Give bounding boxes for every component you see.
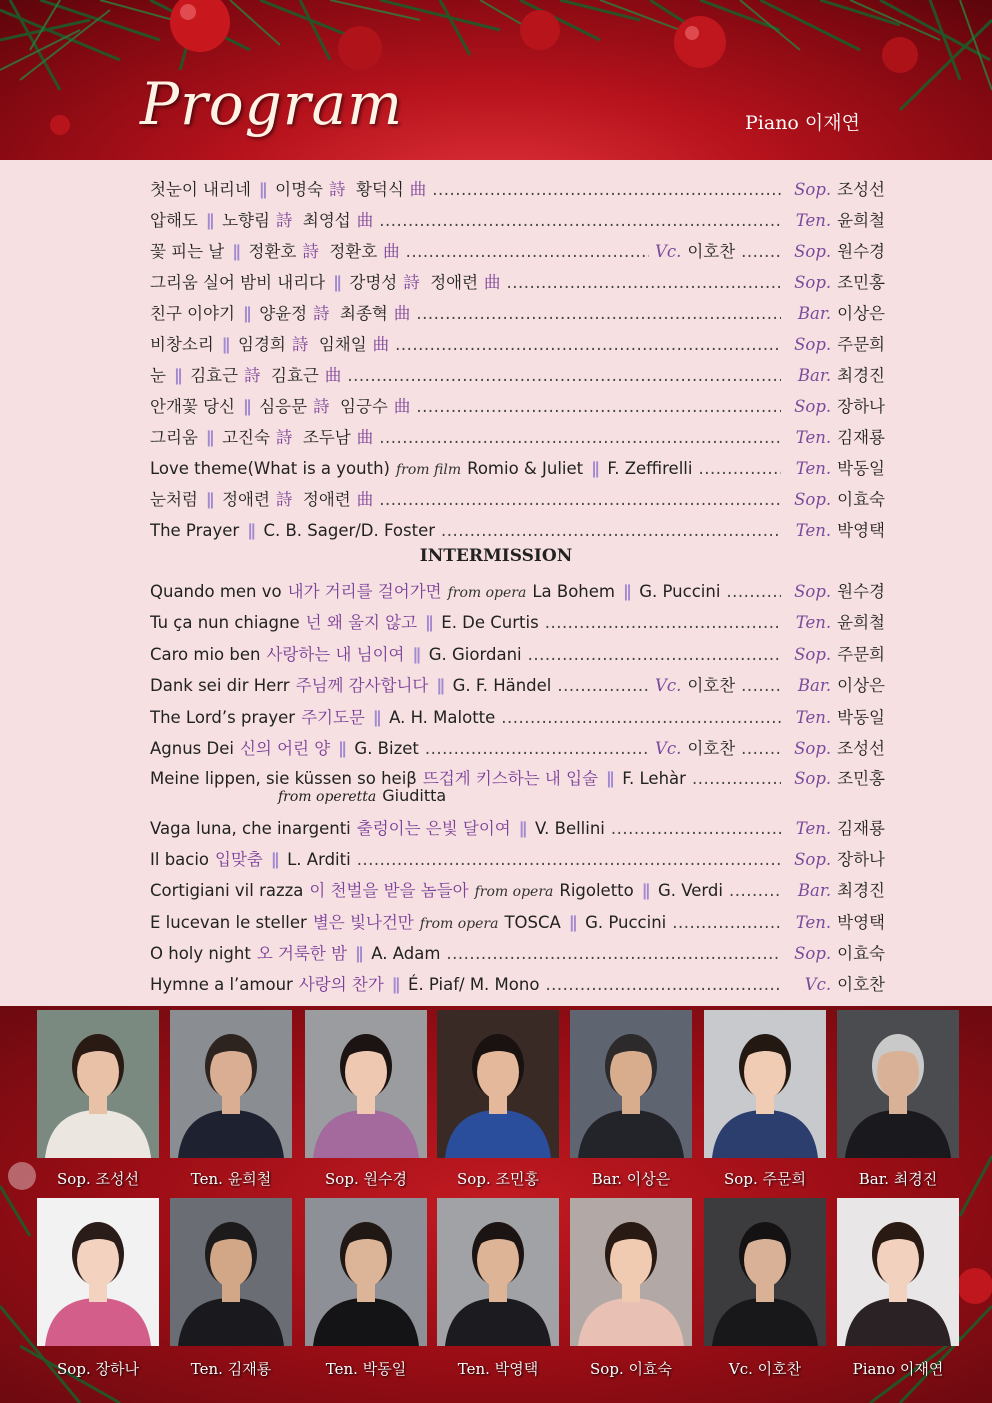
poet-name: 고진숙 (222, 428, 270, 447)
composer-name: 조두남 (292, 428, 351, 447)
separator-mark: ∥ (242, 304, 252, 323)
composer-name: G. Giordani (428, 645, 522, 664)
performer-photo (37, 1198, 159, 1346)
leader-dots (379, 428, 781, 447)
program-row (150, 578, 885, 602)
program-row (150, 877, 885, 901)
composer-name: G. F. Händel (452, 676, 552, 695)
leader-dots (425, 739, 649, 758)
song-title: 꽃 피는 날 (150, 242, 225, 261)
leader-dots (357, 850, 781, 869)
composed-mark: 曲 (393, 397, 411, 416)
voice-part: Sop. (794, 180, 832, 199)
song-title: Quando men vo (150, 582, 282, 601)
performer-photo (170, 1010, 292, 1158)
song-title: 비창소리 (150, 335, 214, 354)
performer-caption: Ten. 박동일 (325, 1360, 407, 1378)
portrait-figure (170, 1198, 292, 1346)
performer-name: 박영택 (837, 521, 885, 540)
voice-part: Sop. (794, 490, 832, 509)
leader-dots (611, 819, 781, 838)
performer-caption: Sop. 원수경 (325, 1170, 407, 1188)
composed-mark: 曲 (409, 180, 427, 199)
leader-dots (557, 676, 649, 695)
poem-mark: 詩 (302, 242, 319, 261)
separator-mark: ∥ (242, 397, 252, 416)
voice-part: Sop. (794, 242, 832, 261)
poet-name: 이명숙 (275, 180, 323, 199)
voice-part: Bar. (797, 676, 832, 695)
performer-caption: Bar. 이상은 (591, 1170, 671, 1188)
program-row (150, 846, 885, 870)
performer-photo (37, 1010, 159, 1158)
program-row (150, 393, 885, 417)
performer-caption: Ten. 김재룡 (190, 1360, 272, 1378)
song-title: 그리움 실어 밤비 내리다 (150, 273, 326, 292)
voice-part: Sop. (794, 850, 832, 869)
performer-caption: Sop. 조민홍 (457, 1170, 539, 1188)
source-work: Rigoletto (559, 881, 634, 900)
voice-part: Bar. (797, 304, 832, 323)
separator-mark: ∥ (436, 676, 445, 695)
song-title: Il bacio (150, 850, 210, 869)
performer-photo (704, 1010, 826, 1158)
performer-name: 주문희 (837, 335, 885, 354)
song-korean-title: 뜨겁게 키스하는 내 입술 (422, 769, 598, 788)
performer-photo (170, 1198, 292, 1346)
composer-name: 황덕식 (345, 180, 404, 199)
leader-dots (432, 180, 781, 199)
program-row (150, 971, 885, 995)
performer-caption: Ten. 윤희철 (190, 1170, 272, 1188)
cello-part-label: Vc. (654, 739, 682, 758)
song-title: 첫눈이 내리네 (150, 180, 251, 199)
performer-name: 주문희 (837, 645, 885, 664)
source-subline (278, 786, 446, 805)
leader-dots (379, 490, 781, 509)
source-label: from opera (447, 585, 527, 601)
source-label: from opera (474, 884, 554, 900)
source-label: from opera (419, 916, 499, 932)
composer-name: G. Puccini (585, 913, 667, 932)
program-row (150, 609, 885, 633)
composer-name: G. Bizet (354, 739, 419, 758)
program-row (150, 486, 885, 510)
leader-dots (692, 769, 781, 788)
leader-dots (726, 582, 781, 601)
composer-name: 정환호 (318, 242, 378, 261)
cellist-name: 이호찬 (687, 242, 736, 261)
song-korean-title: 주님께 감사합니다 (295, 676, 429, 695)
song-korean-title: 신의 어린 양 (239, 739, 331, 758)
separator-mark: ∥ (605, 769, 615, 788)
song-korean-title: 주기도문 (301, 708, 365, 727)
source-work: TOSCA (504, 913, 561, 932)
performer-name: 조성선 (837, 180, 885, 199)
leader-dots (416, 397, 781, 416)
portrait-figure (37, 1198, 159, 1346)
song-korean-title: 이 천벌을 받을 놈들아 (309, 881, 469, 900)
performer-caption: Sop. 이효숙 (590, 1360, 672, 1378)
poem-mark: 詩 (328, 180, 346, 199)
song-title: 압해도 (150, 211, 198, 230)
performer-name: 장하나 (837, 397, 885, 416)
program-row (150, 238, 885, 262)
program-row (150, 331, 885, 355)
leader-dots (741, 739, 781, 758)
song-title: Agnus Dei (150, 739, 234, 758)
song-title: Tu ça nun chiagne (150, 613, 300, 632)
program-row (150, 815, 885, 839)
separator-mark: ∥ (270, 850, 280, 869)
voice-part: Sop. (794, 645, 832, 664)
performer-name: 최경진 (837, 881, 885, 900)
composer-name: E. De Curtis (441, 613, 539, 632)
performer-name: 박영택 (837, 913, 885, 932)
poem-mark: 詩 (403, 273, 420, 292)
voice-part: Bar. (797, 366, 832, 385)
song-title: The Lord’s prayer (150, 708, 296, 727)
performer-name: 최경진 (837, 366, 885, 385)
leader-dots (672, 913, 781, 932)
separator-mark: ∥ (333, 273, 342, 292)
composed-mark: 曲 (372, 335, 390, 354)
composer-name: F. Lehàr (622, 769, 686, 788)
program-row (150, 909, 885, 933)
separator-mark: ∥ (591, 459, 600, 478)
song-title: 눈 (150, 366, 166, 385)
separator-mark: ∥ (412, 645, 421, 664)
program-row (150, 269, 885, 293)
portrait-figure (37, 1010, 159, 1158)
voice-part: Ten. (795, 521, 832, 540)
program-row (150, 424, 885, 448)
voice-part: Bar. (797, 881, 832, 900)
performer-photo (305, 1010, 427, 1158)
voice-part: Sop. (794, 335, 832, 354)
program-row (150, 735, 885, 759)
leader-dots (379, 211, 781, 230)
composer-name: É. Piaf/ M. Mono (408, 975, 540, 994)
cellist-name: 이호찬 (687, 676, 736, 695)
composer-name: G. Verdi (658, 881, 723, 900)
voice-part: Sop. (794, 273, 832, 292)
song-title: Love theme(What is a youth) (150, 459, 390, 478)
performer-caption: Ten. 박영택 (457, 1360, 539, 1378)
song-korean-title: 내가 거리를 걸어가면 (287, 582, 442, 601)
voice-part: Sop. (794, 769, 832, 788)
poem-mark: 詩 (313, 304, 330, 323)
song-korean-title: 사랑의 찬가 (298, 975, 384, 994)
song-title: 안개꽃 당신 (150, 397, 235, 416)
separator-mark: ∥ (205, 490, 215, 509)
performer-name: 장하나 (837, 850, 885, 869)
program-title: Program (140, 70, 404, 138)
header-banner (0, 0, 992, 160)
song-title: 눈처럼 (150, 490, 198, 509)
performer-photo (305, 1198, 427, 1346)
separator-mark: ∥ (568, 913, 578, 932)
composed-mark: 曲 (356, 490, 374, 509)
composed-mark: 曲 (484, 273, 501, 292)
composer-name: 임채일 (308, 335, 367, 354)
program-row (150, 940, 885, 964)
portrait-figure (837, 1010, 959, 1158)
performer-name: 이상은 (837, 304, 885, 323)
song-korean-title: 사랑하는 내 님이여 (266, 645, 405, 664)
performer-caption: Piano 이재연 (852, 1360, 944, 1378)
leader-dots (507, 273, 782, 292)
poet-name: 심응문 (259, 397, 308, 416)
song-korean-title: 출렁이는 은빛 달이여 (356, 819, 511, 838)
song-title: O holy night (150, 944, 251, 963)
performer-name: 이상은 (837, 676, 885, 695)
poem-mark: 詩 (275, 490, 293, 509)
program-row (150, 362, 885, 386)
leader-dots (545, 613, 781, 632)
performer-photo (570, 1010, 692, 1158)
performer-name: 이효숙 (837, 944, 885, 963)
song-title: Caro mio ben (150, 645, 261, 664)
program-row (150, 641, 885, 665)
leader-dots (395, 335, 781, 354)
poem-mark: 詩 (313, 397, 330, 416)
poet-name: 강명성 (349, 273, 398, 292)
performer-caption: Vc. 이호찬 (728, 1360, 802, 1378)
performer-name: 원수경 (837, 582, 885, 601)
program-row (150, 455, 885, 479)
source-label: from film (395, 462, 462, 478)
performer-name: 조민홍 (837, 769, 885, 788)
performer-name: 이호찬 (837, 975, 885, 994)
voice-part: Sop. (794, 944, 832, 963)
song-title: The Prayer (150, 521, 240, 540)
performer-name: 김재룡 (837, 428, 885, 447)
program-row (150, 300, 885, 324)
performer-name: 윤희철 (837, 211, 885, 230)
performer-name: 김재룡 (837, 819, 885, 838)
leader-dots (501, 708, 781, 727)
song-title: Vaga luna, che inargenti (150, 819, 351, 838)
leader-dots (446, 944, 781, 963)
song-korean-title: 오 거룩한 밤 (256, 944, 348, 963)
performer-name: 윤희철 (837, 613, 885, 632)
leader-dots (406, 242, 649, 261)
composed-mark: 曲 (383, 242, 400, 261)
poem-mark: 詩 (275, 211, 293, 230)
portrait-figure (437, 1010, 559, 1158)
separator-mark: ∥ (205, 428, 215, 447)
song-title: Cortigiani vil razza (150, 881, 304, 900)
program-row (150, 207, 885, 231)
composer-name: V. Bellini (534, 819, 605, 838)
song-korean-title: 별은 빛나건만 (312, 913, 414, 932)
portrait-figure (704, 1198, 826, 1346)
voice-part: Sop. (794, 582, 832, 601)
separator-mark: ∥ (425, 613, 434, 632)
intermission-heading: INTERMISSION (419, 546, 573, 566)
composer-name: A. Adam (371, 944, 441, 963)
performer-name: 원수경 (837, 242, 885, 261)
voice-part: Ten. (795, 211, 832, 230)
voice-part: Ten. (795, 913, 832, 932)
song-title: 그리움 (150, 428, 198, 447)
separator-mark: ∥ (221, 335, 231, 354)
poet-name: 정애련 (222, 490, 270, 509)
voice-part: Ten. (795, 459, 832, 478)
pianist-label: Piano 이재연 (745, 112, 860, 134)
separator-mark: ∥ (232, 242, 241, 261)
separator-mark: ∥ (391, 975, 401, 994)
source-label: from operetta (278, 789, 377, 805)
separator-mark: ∥ (355, 944, 364, 963)
poem-mark: 詩 (244, 366, 261, 385)
portrait-figure (305, 1010, 427, 1158)
portrait-figure (170, 1010, 292, 1158)
performer-photo (570, 1198, 692, 1346)
composer-name: 최종혁 (329, 304, 388, 323)
composer-name: G. Puccini (639, 582, 721, 601)
song-korean-title: 넌 왜 울지 않고 (305, 613, 418, 632)
portrait-figure (704, 1010, 826, 1158)
performer-photo (837, 1198, 959, 1346)
voice-part: Ten. (795, 819, 832, 838)
composer-name: 임긍수 (329, 397, 388, 416)
cellist-name: 이호찬 (687, 739, 736, 758)
leader-dots (347, 366, 781, 385)
performer-name: 박동일 (837, 459, 885, 478)
composer-name: L. Arditi (287, 850, 351, 869)
song-title: Meine lippen, sie küssen so heiβ (150, 769, 417, 788)
portrait-figure (437, 1198, 559, 1346)
voice-part: Ten. (795, 708, 832, 727)
leader-dots (441, 521, 781, 540)
performer-name: 박동일 (837, 708, 885, 727)
portrait-figure (570, 1010, 692, 1158)
separator-mark: ∥ (338, 739, 347, 758)
performer-name: 조성선 (837, 739, 885, 758)
program-row (150, 176, 885, 200)
voice-part: Ten. (795, 613, 832, 632)
performer-photo (437, 1198, 559, 1346)
portrait-figure (305, 1198, 427, 1346)
song-title: E lucevan le steller (150, 913, 307, 932)
portrait-figure (570, 1198, 692, 1346)
performer-caption: Sop. 장하나 (57, 1360, 139, 1378)
separator-mark: ∥ (372, 708, 382, 727)
separator-mark: ∥ (258, 180, 268, 199)
voice-part: Sop. (794, 739, 832, 758)
poet-name: 노향림 (222, 211, 270, 230)
cello-part-label: Vc. (654, 242, 682, 261)
song-korean-title: 입맞춤 (215, 850, 263, 869)
cello-part-label: Vc. (654, 676, 682, 695)
program-row (150, 765, 885, 789)
program-row (150, 517, 885, 541)
composed-mark: 曲 (324, 366, 342, 385)
leader-dots (416, 304, 781, 323)
separator-mark: ∥ (247, 521, 256, 540)
separator-mark: ∥ (641, 881, 650, 900)
program-row (150, 672, 885, 696)
voice-part: Ten. (795, 428, 832, 447)
leader-dots (741, 676, 781, 695)
program-row (150, 704, 885, 728)
composer-name: 김효근 (260, 366, 319, 385)
separator-mark: ∥ (205, 211, 215, 230)
performer-name: 이효숙 (837, 490, 885, 509)
source-work: La Bohem (532, 582, 615, 601)
composer-name: 정애련 (292, 490, 351, 509)
poem-mark: 詩 (291, 335, 309, 354)
leader-dots (545, 975, 781, 994)
poet-name: 양윤정 (259, 304, 308, 323)
separator-mark: ∥ (622, 582, 632, 601)
song-title: 친구 이야기 (150, 304, 235, 323)
leader-dots (729, 881, 781, 900)
leader-dots (741, 242, 781, 261)
source-work: Romio & Juliet (467, 459, 584, 478)
source-work: Giuditta (382, 786, 447, 805)
song-title: Hymne a l’amour (150, 975, 293, 994)
portrait-figure (837, 1198, 959, 1346)
performer-photo (437, 1010, 559, 1158)
performer-photo (837, 1010, 959, 1158)
performer-caption: Sop. 주문희 (724, 1170, 806, 1188)
poet-name: 정환호 (248, 242, 297, 261)
voice-part: Sop. (794, 397, 832, 416)
composer-name: 최영섭 (292, 211, 351, 230)
performer-name: 조민홍 (837, 273, 885, 292)
poet-name: 김효근 (190, 366, 239, 385)
composed-mark: 曲 (393, 304, 411, 323)
poet-name: 임경희 (238, 335, 286, 354)
separator-mark: ∥ (173, 366, 183, 385)
performer-photo (704, 1198, 826, 1346)
poem-mark: 詩 (275, 428, 293, 447)
composer-name: 정애련 (419, 273, 479, 292)
composed-mark: 曲 (356, 428, 374, 447)
composer-name: C. B. Sager/D. Foster (263, 521, 436, 540)
leader-dots (698, 459, 781, 478)
performer-caption: Bar. 최경진 (858, 1170, 938, 1188)
performer-caption: Sop. 조성선 (57, 1170, 139, 1188)
composed-mark: 曲 (356, 211, 374, 230)
separator-mark: ∥ (518, 819, 527, 838)
leader-dots (528, 645, 782, 664)
voice-part: Vc. (804, 975, 832, 994)
composer-name: A. H. Malotte (389, 708, 496, 727)
composer-name: F. Zeffirelli (607, 459, 693, 478)
song-title: Dank sei dir Herr (150, 676, 290, 695)
